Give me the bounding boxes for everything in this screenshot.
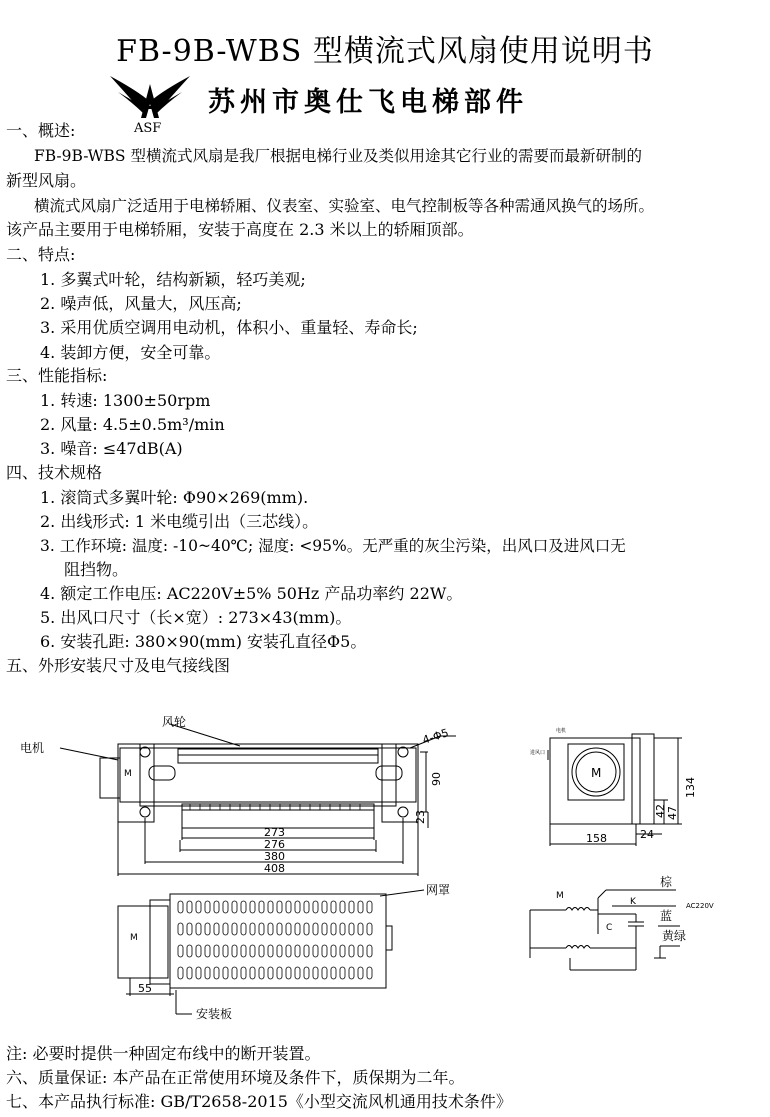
side-view	[548, 734, 682, 846]
label-plate: 安装板	[196, 1007, 233, 1021]
performance-item: 1. 转速: 1300±50rpm	[40, 391, 211, 410]
dim-276: 276	[264, 838, 285, 851]
dim-23: 23	[414, 810, 427, 824]
spec-item: 6. 安装孔距: 380×90(mm) 安装孔直径Φ5。	[40, 632, 367, 651]
overview-paragraph-1: FB-9B-WBS 型横流式风扇是我厂根据电梯行业及类似用途其它行业的需要而最新研制的	[34, 147, 642, 165]
label-motor-small: 电机	[556, 728, 567, 734]
overview-paragraph-1-cont: 新型风扇。	[6, 171, 87, 190]
front-view	[60, 724, 456, 876]
overview-heading: 一、概述:	[6, 121, 76, 140]
dim-90: 90	[430, 772, 443, 786]
label-holes: 4-Φ5	[420, 726, 451, 747]
wiring-label-blue: 蓝	[660, 909, 673, 923]
wiring-label-k: K	[630, 897, 636, 907]
dim-158: 158	[586, 832, 607, 845]
dim-273: 273	[264, 826, 285, 839]
performance-heading: 三、性能指标:	[6, 366, 108, 385]
top-view	[118, 890, 424, 1014]
wiring-diagram	[530, 890, 680, 970]
dim-42: 42	[654, 804, 667, 818]
dim-47: 47	[666, 806, 679, 820]
dim-408: 408	[264, 862, 285, 875]
overview-paragraph-2-cont: 该产品主要用于电梯轿厢，安装于高度在 2.3 米以上的轿厢顶部。	[6, 220, 474, 239]
features-heading: 二、特点:	[6, 245, 76, 264]
label-m-front: M	[124, 769, 132, 779]
specs-heading: 四、技术规格	[6, 463, 103, 482]
spec-item: 4. 额定工作电压: AC220V±5% 50Hz 产品功率约 22W。	[40, 584, 463, 603]
wiring-label-ac: AC220V	[686, 902, 714, 910]
feature-item: 1. 多翼式叶轮，结构新颖，轻巧美观;	[40, 270, 306, 289]
feature-item: 3. 采用优质空调用电动机，体积小、重量轻、寿命长;	[40, 318, 418, 337]
spec-item: 2. 出线形式: 1 米电缆引出（三芯线）。	[40, 512, 319, 531]
logo-text: ASF	[134, 121, 162, 136]
spec-item-cont: 阻挡物。	[64, 560, 129, 579]
dim-24: 24	[640, 828, 654, 841]
dim-380: 380	[264, 850, 285, 863]
label-m-side: M	[591, 766, 602, 780]
overview-paragraph-2: 横流式风扇广泛适用于电梯轿厢、仪表室、实验室、电气控制板等各种需通风换气的场所。	[34, 197, 655, 215]
dim-134: 134	[684, 777, 697, 798]
wiring-label-c: C	[606, 923, 613, 933]
standard-line: 七、本产品执行标准: GB/T2658-2015《小型交流风机通用技术条件》	[6, 1092, 512, 1111]
performance-item: 2. 风量: 4.5±0.5m³/min	[40, 415, 225, 434]
wiring-label-m: M	[556, 891, 564, 901]
spec-item: 3. 工作环境: 温度: -10~40℃; 湿度: <95%。无严重的灰尘污染，出风口及进风口无	[40, 537, 626, 555]
dim-55: 55	[138, 982, 152, 995]
drawing-heading: 五、外形安装尺寸及电气接线图	[6, 656, 231, 675]
feature-item: 4. 装卸方便，安全可靠。	[40, 343, 221, 362]
document-title: FB-9B-WBS 型横流式风扇使用说明书	[116, 34, 654, 69]
performance-item: 3. 噪音: ≤47dB(A)	[40, 439, 183, 458]
note-disconnect: 注: 必要时提供一种固定布线中的断开装置。	[6, 1044, 321, 1063]
feature-item: 2. 噪声低，风量大，风压高;	[40, 294, 242, 313]
technical-drawing	[0, 700, 770, 1030]
label-motor: 电机	[20, 741, 45, 755]
wiring-label-brown: 棕	[660, 875, 673, 889]
company-name: 苏州市奥仕飞电梯部件	[208, 87, 528, 118]
label-grille: 网罩	[426, 883, 451, 897]
spec-item: 1. 滚筒式多翼叶轮: Φ90×269(mm).	[40, 488, 309, 507]
label-inlet-small: 进风口	[530, 750, 546, 756]
label-m-top: M	[130, 933, 138, 943]
spec-item: 5. 出风口尺寸（长×宽）: 273×43(mm)。	[40, 608, 352, 627]
asf-logo-icon	[108, 70, 192, 122]
warranty-line: 六、质量保证: 本产品在正常使用环境及条件下，质保期为二年。	[6, 1068, 465, 1087]
wiring-label-yellow-green: 黄绿	[662, 929, 687, 943]
label-impeller: 风轮	[162, 715, 187, 729]
